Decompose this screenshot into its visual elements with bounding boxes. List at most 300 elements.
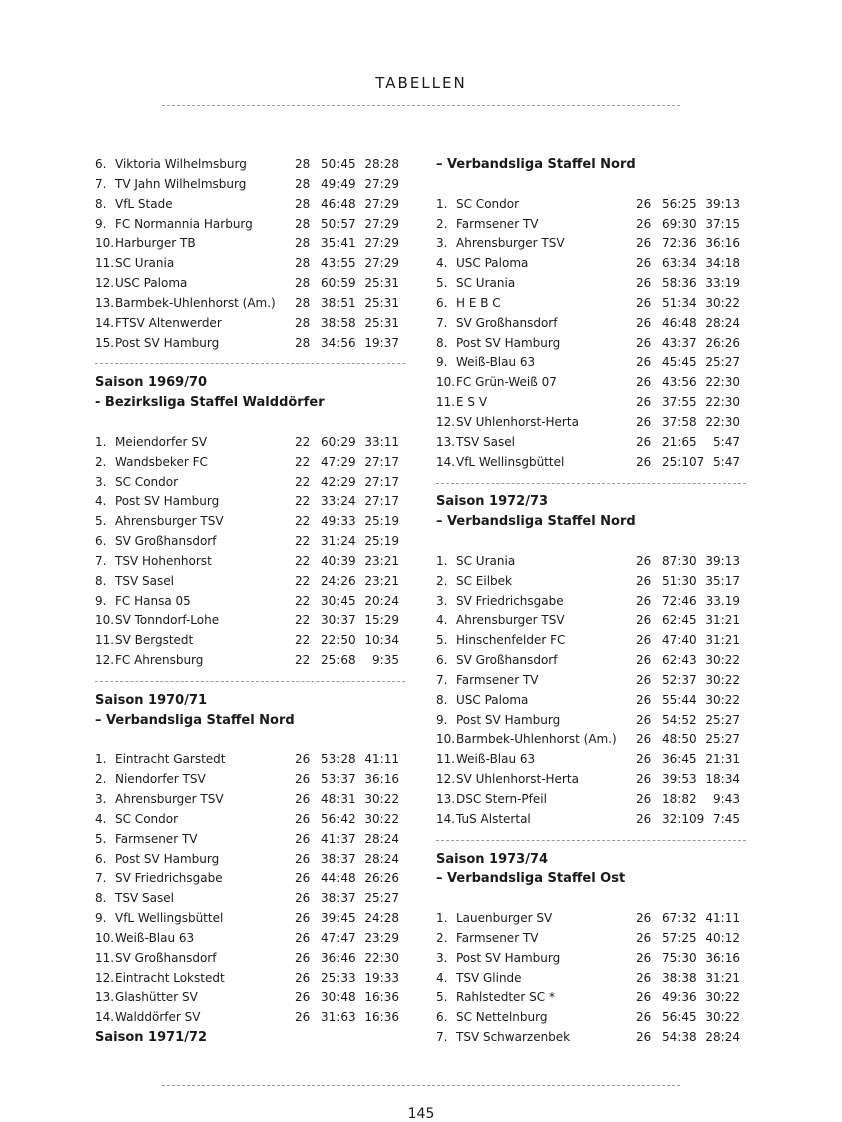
team-name: Weiß-Blau 63 [456,752,536,767]
points: 21:31 [705,752,740,767]
table-row [436,1008,746,1028]
team-name: Ahrensburger TSV [456,613,565,628]
goal-ratio: 50:57 [321,216,356,231]
spacer [436,175,746,195]
points: 23:29 [364,930,399,945]
team-name: FC Ahrensburg [115,653,204,668]
rank: 13. [95,295,115,310]
goal-ratio: 51:34 [662,295,697,310]
table-row [95,532,405,552]
games-played: 26 [636,315,652,330]
team-name: SC Nettelnburg [456,1010,548,1025]
team-name: SC Condor [456,196,520,211]
games-played: 26 [636,792,652,806]
table-row [436,552,746,572]
rank: 10. [436,375,456,390]
table-row [95,552,405,572]
goal-ratio: 39:45 [321,911,356,926]
games-played: 26 [636,653,652,668]
section-title: Saison 1973/74 [436,851,549,867]
goal-ratio: 51:30 [662,573,697,588]
table-row [436,334,746,354]
table-row [95,492,405,512]
rank: 2. [95,772,107,787]
rank: 9. [436,712,448,727]
team-name: FC Normannia Harburg [115,216,253,231]
games-played: 22 [295,454,311,469]
rank: 6. [95,851,107,866]
team-name: Niendorfer TSV [115,772,206,787]
section-title: Saison 1969/70 [95,375,208,391]
header-divider [162,105,680,106]
points: 27:17 [364,454,399,469]
points: 36:16 [705,236,740,251]
goal-ratio: 72:36 [662,236,697,251]
points: 30:22 [705,672,740,687]
table-row [95,651,405,671]
games-played: 26 [295,891,311,906]
points: 16:36 [364,1010,399,1025]
team-name: SV Großhansdorf [456,653,558,668]
table-row [95,929,405,949]
goal-ratio: 25:68 [321,653,356,668]
team-name: DSC Stern-Pfeil [456,792,547,806]
rank: 13. [436,434,456,449]
team-name: TSV Hohenhorst [115,553,212,568]
games-played: 26 [295,1010,311,1025]
table-row [95,810,405,830]
table-row [436,433,746,453]
team-name: SC Urania [115,256,175,271]
left-column [95,155,405,1048]
rank: 10. [95,236,115,251]
games-played: 26 [295,911,311,926]
rank: 5. [436,276,448,291]
rank: 12. [95,276,115,291]
games-played: 26 [295,752,311,767]
rank: 6. [95,157,107,171]
goal-ratio: 53:37 [321,772,356,787]
games-played: 22 [295,593,311,608]
goal-ratio: 62:45 [662,613,697,628]
page-header: TABELLEN [375,74,467,92]
table-row [95,294,405,314]
goal-ratio: 33:24 [321,494,356,509]
rank: 2. [436,930,448,945]
points: 23:21 [364,573,399,588]
table-row [95,175,405,195]
games-played: 26 [295,970,311,985]
team-name: H E B C [456,295,501,310]
points: 30:22 [705,990,740,1005]
rank: 4. [95,811,107,826]
team-name: Barmbek-Uhlenhorst (Am.) [115,295,276,310]
table-row [95,750,405,770]
section-divider [95,353,405,373]
games-played: 28 [295,256,311,271]
goal-ratio: 54:38 [662,1030,697,1045]
games-played: 26 [295,792,311,806]
points: 33.19 [705,593,740,608]
table-row [95,770,405,790]
points: 41:11 [705,911,740,926]
table-row [436,909,746,929]
goal-ratio: 36:45 [662,752,697,767]
team-name: TSV Glinde [456,970,522,985]
games-played: 22 [295,434,311,449]
team-name: Ahrensburger TSV [115,514,224,529]
games-played: 28 [295,276,311,291]
team-name: FC Grün-Weiß 07 [456,375,557,390]
points: 10:34 [364,633,399,648]
team-name: SV Großhansdorf [456,315,558,330]
rank: 9. [95,216,107,231]
goal-ratio: 58:36 [662,276,697,291]
team-name: Barmbek-Uhlenhorst (Am.) [456,732,617,747]
team-name: USC Paloma [115,276,188,291]
team-name: Post SV Hamburg [115,335,220,350]
goal-ratio: 69:30 [662,216,697,231]
table-row [436,572,746,592]
table-row [436,413,746,433]
goal-ratio: 49:49 [321,176,356,191]
games-played: 26 [636,355,652,370]
rank: 10. [95,613,115,628]
games-played: 26 [636,732,652,747]
team-name: Post SV Hamburg [115,494,220,509]
team-name: Rahlstedter SC * [456,990,555,1005]
points: 27:29 [364,236,399,251]
rank: 1. [436,911,448,926]
goal-ratio: 55:44 [662,692,697,707]
team-name: SC Urania [456,276,516,291]
games-played: 22 [295,633,311,648]
team-name: TSV Sasel [115,573,174,588]
team-name: Post SV Hamburg [115,851,220,866]
points: 30:22 [705,653,740,668]
goal-ratio: 22:50 [321,633,356,648]
goal-ratio: 75:30 [662,950,697,965]
goal-ratio: 47:47 [321,930,356,945]
team-name: Eintracht Garstedt [115,752,226,767]
games-played: 26 [636,1030,652,1045]
table-row [95,592,405,612]
goal-ratio: 60:59 [321,276,356,291]
rank: 7. [95,553,107,568]
goal-ratio: 56:42 [321,811,356,826]
table-row [436,810,746,830]
points: 27:17 [364,494,399,509]
rank: 6. [436,653,448,668]
games-played: 26 [295,811,311,826]
games-played: 26 [636,375,652,390]
team-name: SC Urania [456,553,516,568]
points: 27:29 [364,196,399,211]
table-row [95,631,405,651]
rank: 11. [95,950,115,965]
rank: 4. [436,613,448,628]
table-row [436,234,746,254]
team-name: SV Tonndorf-Lohe [115,613,220,628]
rank: 7. [95,176,107,191]
points: 36:16 [364,772,399,787]
goal-ratio: 45:45 [662,355,697,370]
games-played: 28 [295,196,311,211]
goal-ratio: 46:48 [321,196,356,211]
points: 41:11 [364,752,399,767]
rank: 1. [95,752,107,767]
team-name: SV Großhansdorf [115,950,217,965]
points: 25:27 [705,712,740,727]
games-played: 26 [636,553,652,568]
games-played: 26 [636,930,652,945]
rank: 8. [436,692,448,707]
rank: 15. [95,335,115,350]
goal-ratio: 31:24 [321,534,356,549]
table-row [436,254,746,274]
spacer [436,532,746,552]
points: 22:30 [705,375,740,390]
goal-ratio: 34:56 [321,335,356,350]
games-played: 22 [295,653,311,668]
team-name: Post SV Hamburg [456,335,561,350]
points: 30:22 [705,1010,740,1025]
team-name: SV Friedrichsgabe [456,593,564,608]
games-played: 26 [636,990,652,1005]
team-name: SC Eilbek [456,573,513,588]
goal-ratio: 63:34 [662,256,697,271]
section-divider [95,671,405,691]
games-played: 22 [295,534,311,549]
table-row [95,611,405,631]
table-row [95,453,405,473]
goal-ratio: 43:55 [321,256,356,271]
section-title: – Verbandsliga Staffel Nord [436,157,636,172]
goal-ratio: 35:41 [321,236,356,251]
rank: 4. [95,494,107,509]
team-name: TV Jahn Wilhelmsburg [115,176,247,191]
team-name: SV Großhansdorf [115,534,217,549]
points: 22:30 [705,414,740,429]
rank: 13. [436,792,456,806]
points: 26:26 [364,871,399,886]
rank: 10. [436,732,456,747]
goal-ratio: 50:45 [321,157,356,171]
points: 30:22 [364,811,399,826]
right-column [436,155,746,1048]
points: 5:47 [713,454,740,469]
goal-ratio: 47:29 [321,454,356,469]
games-played: 26 [636,295,652,310]
rank: 8. [95,196,107,211]
games-played: 26 [636,970,652,985]
games-played: 26 [295,871,311,886]
team-name: SV Friedrichsgabe [115,871,223,886]
section-title: – Verbandsliga Staffel Ost [436,871,626,887]
rank: 12. [95,653,115,668]
goal-ratio: 44:48 [321,871,356,886]
section-title: Saison 1971/72 [95,1030,208,1046]
games-played: 26 [636,335,652,350]
games-played: 26 [295,851,311,866]
rank: 5. [436,990,448,1005]
table-row [436,671,746,691]
section-divider [436,473,746,493]
table-row [436,711,746,731]
rank: 7. [436,1030,448,1045]
games-played: 28 [295,295,311,310]
games-played: 28 [295,216,311,231]
team-name: TSV Schwarzenbek [456,1030,571,1045]
games-played: 28 [295,157,311,171]
rank: 7. [436,315,448,330]
points: 27:17 [364,474,399,489]
table-row [436,294,746,314]
table-row [436,770,746,790]
team-name: Viktoria Wilhelmsburg [115,157,247,171]
rank: 9. [95,593,107,608]
table-row [436,750,746,770]
games-played: 22 [295,514,311,529]
rank: 8. [95,573,107,588]
section-title: – Verbandsliga Staffel Nord [95,712,295,728]
table-row [95,869,405,889]
team-name: Farmsener TV [456,672,539,687]
team-name: Farmsener TV [456,930,539,945]
table-row [95,850,405,870]
rank: 9. [436,355,448,370]
goal-ratio: 38:51 [321,295,356,310]
table-row [436,611,746,631]
goal-ratio: 52:37 [662,672,697,687]
rank: 3. [436,950,448,965]
table-row [436,949,746,969]
goal-ratio: 48:50 [662,732,697,747]
goal-ratio: 38:38 [662,970,697,985]
rank: 12. [95,970,115,985]
rank: 14. [436,811,456,826]
table-row [95,790,405,810]
table-row [436,453,746,473]
games-played: 26 [636,593,652,608]
team-name: E S V [456,395,488,410]
points: 19:33 [364,970,399,985]
team-name: SV Uhlenhorst-Herta [456,772,579,787]
points: 16:36 [364,990,399,1005]
team-name: Farmsener TV [115,831,198,846]
team-name: TuS Alstertal [456,811,531,826]
points: 28:24 [364,851,399,866]
games-played: 26 [295,772,311,787]
goal-ratio: 48:31 [321,792,356,806]
points: 28:24 [705,1030,740,1045]
rank: 3. [95,792,107,806]
team-name: Walddörfer SV [115,1010,201,1025]
team-name: VfL Wellinsgbüttel [456,454,565,469]
table-row [436,691,746,711]
team-name: USC Paloma [456,256,529,271]
goal-ratio: 60:29 [321,434,356,449]
table-row [95,909,405,929]
table-row [436,274,746,294]
points: 7:45 [713,811,740,826]
team-name: Farmsener TV [456,216,539,231]
points: 26:26 [705,335,740,350]
games-played: 22 [295,494,311,509]
table-row [95,155,405,175]
team-name: Post SV Hamburg [456,950,561,965]
games-played: 26 [636,414,652,429]
games-played: 28 [295,176,311,191]
rank: 6. [436,1010,448,1025]
team-name: SV Bergstedt [115,633,194,648]
points: 25:31 [364,295,399,310]
games-played: 26 [636,236,652,251]
table-row [95,969,405,989]
rank: 10. [95,930,115,945]
goal-ratio: 18:82 [662,792,697,806]
points: 30:22 [705,295,740,310]
team-name: Ahrensburger TSV [115,792,224,806]
rank: 8. [95,891,107,906]
games-played: 22 [295,553,311,568]
goal-ratio: 38:37 [321,851,356,866]
goal-ratio: 24:26 [321,573,356,588]
rank: 14. [95,1010,115,1025]
points: 15:29 [364,613,399,628]
table-row [95,334,405,354]
rank: 7. [436,672,448,687]
spacer [95,413,405,433]
team-name: SV Uhlenhorst-Herta [456,414,579,429]
games-played: 26 [636,434,652,449]
team-name: Meiendorfer SV [115,434,208,449]
games-played: 26 [636,196,652,211]
games-played: 26 [636,712,652,727]
goal-ratio: 32:109 [662,811,705,826]
team-name: SC Condor [115,474,179,489]
rank: 13. [95,990,115,1005]
table-row [95,234,405,254]
table-row [95,274,405,294]
goal-ratio: 47:40 [662,633,697,648]
team-name: VfL Stade [115,196,173,211]
rank: 1. [436,196,448,211]
points: 25:31 [364,276,399,291]
table-row [436,314,746,334]
spacer [95,730,405,750]
points: 34:18 [705,256,740,271]
games-played: 22 [295,573,311,588]
rank: 12. [436,772,456,787]
goal-ratio: 38:58 [321,315,356,330]
rank: 6. [436,295,448,310]
rank: 2. [436,573,448,588]
points: 31:21 [705,970,740,985]
goal-ratio: 87:30 [662,553,697,568]
team-name: SC Condor [115,811,179,826]
table-row [436,373,746,393]
games-played: 26 [636,772,652,787]
goal-ratio: 46:48 [662,315,697,330]
table-row [436,790,746,810]
table-row [95,572,405,592]
points: 28:24 [364,831,399,846]
goal-ratio: 56:25 [662,196,697,211]
table-row [436,988,746,1008]
points: 28:24 [705,315,740,330]
rank: 11. [95,256,115,271]
